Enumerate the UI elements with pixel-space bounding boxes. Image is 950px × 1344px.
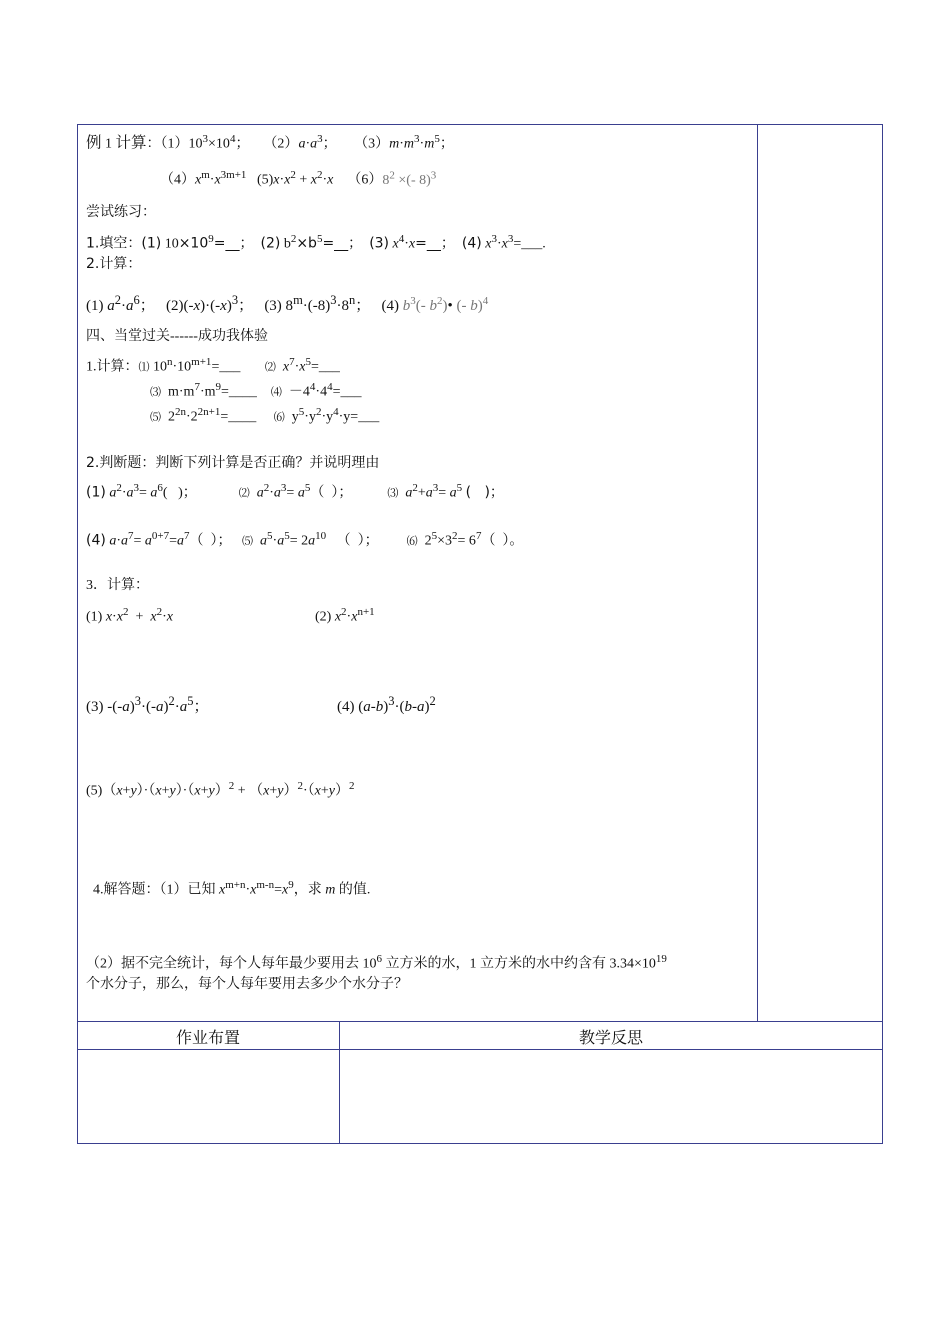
practice-heading: 尝试练习：: [86, 205, 156, 220]
section4-q3-1: (1) $x\cdot x^2 + x^2\cdot x$: [86, 606, 173, 625]
section4-q3-heading: 3．计算：: [86, 578, 149, 593]
section4-q4-1: 4.解答题：（1）已知 $x^{m+n}\cdot x^{m-n}=x^9$，求 m 的值.: [93, 879, 371, 898]
practice-calc-heading: 2.计算：: [86, 256, 142, 272]
section4-heading: 四、当堂过关------成功我体验: [86, 329, 268, 344]
section4-q3-2: (2) $x^2\cdot x^{n+1}$: [315, 606, 375, 625]
section4-q2-heading: 2.判断题：判断下列计算是否正确？并说明理由: [86, 455, 380, 471]
footer-header-border: [77, 1049, 883, 1050]
section4-q4-2a: （2）据不完全统计，每个人每年最少要用去 $10^6$ 立方米的水，1 立方米的水中约含有 $3.34\times 10^{19}$: [86, 953, 667, 972]
section4-q2-line1: (1) $a^2\cdot a^3= a^6$( )； ⑵ $a^2\cdot a^3= a^5$（ ）； ⑶ $a^2+a^3= a^5$ ( )；: [86, 482, 504, 501]
section4-q3-3: (3) $-(-a)^3\cdot(-a)^2\cdot a^5$；: [86, 694, 209, 715]
section4-q3-4: (4) $(a-b)^3\cdot(b-a)^2$: [337, 694, 436, 715]
side-column-divider: [757, 124, 758, 1021]
example1-line2: $(4)x^m\cdot x^{3m+1}$ $(5)x\cdot x^2 + x^2\cdot x$ $(6)8^2$ ×(- 8)$^3$: [160, 169, 437, 188]
section4-q1-line2: ⑶ $m\cdot m^7\cdot m^9=\_\_\_\_$ ⑷ $-4^4\cdot 4^4=\_\_\_$: [150, 381, 362, 400]
reflection-header: 教学反思: [578, 1030, 643, 1047]
section4-q4-2b: 个水分子，那么，每个人每年要用去多少个水分子？: [86, 977, 408, 992]
example1-line1: 例 1 计算：$(1)10^3\times 10^4$； $(2)a\cdot a^3$； $(3)m\cdot m^3\cdot m^5$；: [86, 133, 454, 152]
section4-q2-line2: (4) $a\cdot a^7= a^{0+7}=a^7$（ ）； ⑸ $a^5\cdot a^5= 2a^{10}$ （ ）； ⑹ $2^5\times 3^2= 6^7$（ ）。: [86, 530, 524, 549]
section4-q1-line1: 1.计算：⑴ $10^n\cdot 10^{m+1}=\_\_\_$ ⑵ $x^7\cdot x^5=\_\_\_$: [86, 356, 340, 375]
section4-q1-line3: ⑸ $2^{2n}\cdot 2^{2n+1}=\_\_\_\_$ ⑹ $y^5\cdot y^2\cdot y^4\cdot y=\_\_\_$: [150, 406, 380, 425]
homework-header: 作业布置: [175, 1030, 240, 1047]
footer-top-border: [77, 1021, 883, 1022]
practice-fill-in: 1.填空：(1) $10\times 10^9=\_\_$； (2) $b^2\times b^5=\_\_$； (3) $x^4\cdot x=\_\_$； (4) $x^3\cdot x^3=\_\_\_$.: [86, 233, 546, 252]
section4-q3-5: $(5)(x+y)\cdot(x+y)\cdot(x+y)^2 + (x+y)^2\cdot(x+y)^2$: [86, 780, 355, 799]
practice-calc-line: (1) $a^2\cdot a^6$； $(2)(-x)\cdot(-x)^3$； (3) $8^m\cdot(-8)^3\cdot 8^n$； (4) $b^3(-$ $b^2)•$ (- b)$^4$: [86, 293, 489, 314]
